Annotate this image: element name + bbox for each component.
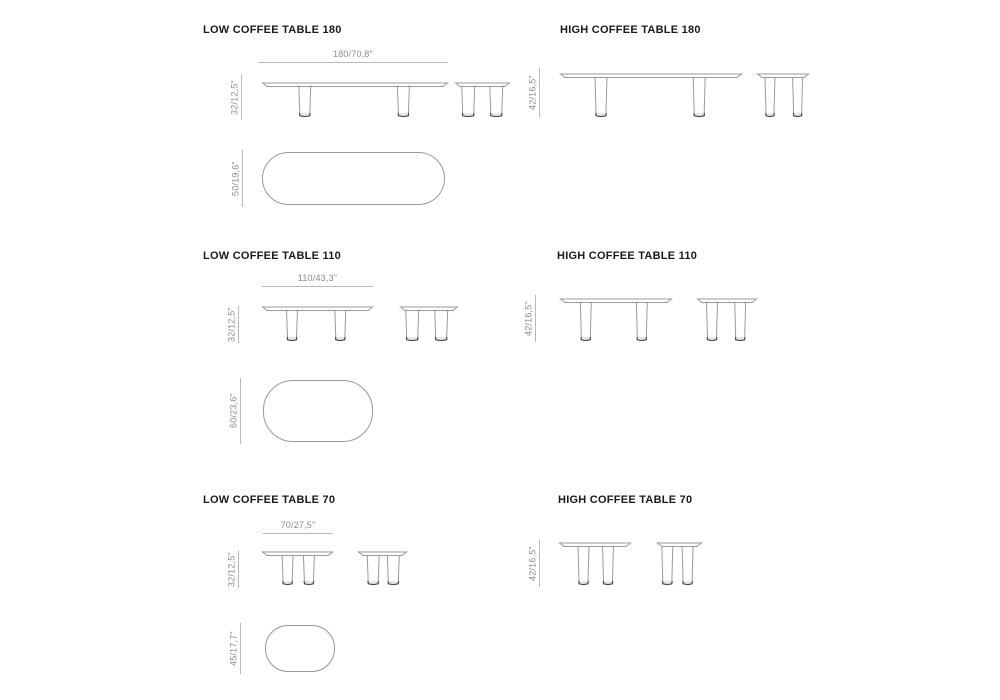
width-dimension-label: 180/70,8"	[332, 49, 374, 59]
side-elevation-drawing	[757, 73, 809, 121]
dimension-line	[539, 540, 540, 587]
dimension-line	[535, 295, 536, 342]
height-dimension	[225, 306, 239, 343]
height-dimension-label: 42/16,5"	[523, 301, 534, 336]
front-elevation-drawing	[262, 551, 333, 589]
height-dimension	[522, 295, 536, 342]
dimension-line	[238, 551, 239, 588]
section-title: LOW COFFEE TABLE 180	[203, 24, 342, 36]
section-title: HIGH COFFEE TABLE 110	[557, 250, 698, 262]
dimension-line	[242, 150, 243, 207]
top-view-drawing	[265, 625, 335, 672]
height-dimension-label: 42/16,5"	[527, 546, 538, 581]
height-dimension	[228, 75, 242, 120]
front-elevation-drawing	[560, 298, 672, 345]
height-dimension	[526, 540, 540, 587]
dimension-line	[240, 378, 241, 444]
dimension-line	[262, 286, 373, 287]
depth-dimension-label: 45/17,7"	[228, 631, 239, 666]
dimension-line	[240, 623, 241, 674]
width-dimension-label: 110/43,3"	[297, 273, 338, 283]
front-elevation-drawing	[262, 306, 373, 345]
side-elevation-drawing	[657, 542, 702, 589]
dimension-line	[241, 75, 242, 120]
front-elevation-drawing	[262, 82, 448, 121]
top-view-drawing	[262, 152, 445, 205]
section-title: HIGH COFFEE TABLE 180	[560, 24, 701, 36]
height-dimension-label: 32/12,5"	[226, 307, 237, 342]
front-elevation-drawing	[560, 73, 742, 121]
height-dimension-label: 42/16,5"	[527, 75, 538, 110]
height-dimension	[225, 551, 239, 588]
height-dimension-label: 32/12,5"	[226, 552, 237, 587]
depth-dimension	[229, 150, 243, 207]
width-dimension	[258, 48, 448, 63]
width-dimension	[262, 272, 373, 287]
side-elevation-drawing	[358, 551, 407, 589]
height-dimension-label: 32/12,5"	[229, 80, 240, 115]
depth-dimension	[227, 623, 241, 674]
dimension-line	[258, 62, 448, 63]
section-title: LOW COFFEE TABLE 110	[203, 250, 342, 262]
dimension-line	[238, 306, 239, 343]
height-dimension	[526, 68, 540, 117]
side-elevation-drawing	[400, 306, 458, 345]
dimension-line	[539, 68, 540, 117]
top-view-drawing	[263, 380, 373, 442]
side-elevation-drawing	[697, 298, 757, 345]
depth-dimension-label: 50/19,6"	[230, 161, 241, 196]
front-elevation-drawing	[559, 542, 631, 589]
section-title: HIGH COFFEE TABLE 70	[558, 494, 693, 506]
width-dimension-label: 70/27,5"	[280, 520, 316, 530]
width-dimension	[263, 519, 333, 534]
section-title: LOW COFFEE TABLE 70	[203, 494, 336, 506]
depth-dimension	[227, 378, 241, 444]
dimension-line	[263, 533, 333, 534]
side-elevation-drawing	[455, 82, 510, 121]
depth-dimension-label: 60/23,6"	[228, 393, 239, 429]
